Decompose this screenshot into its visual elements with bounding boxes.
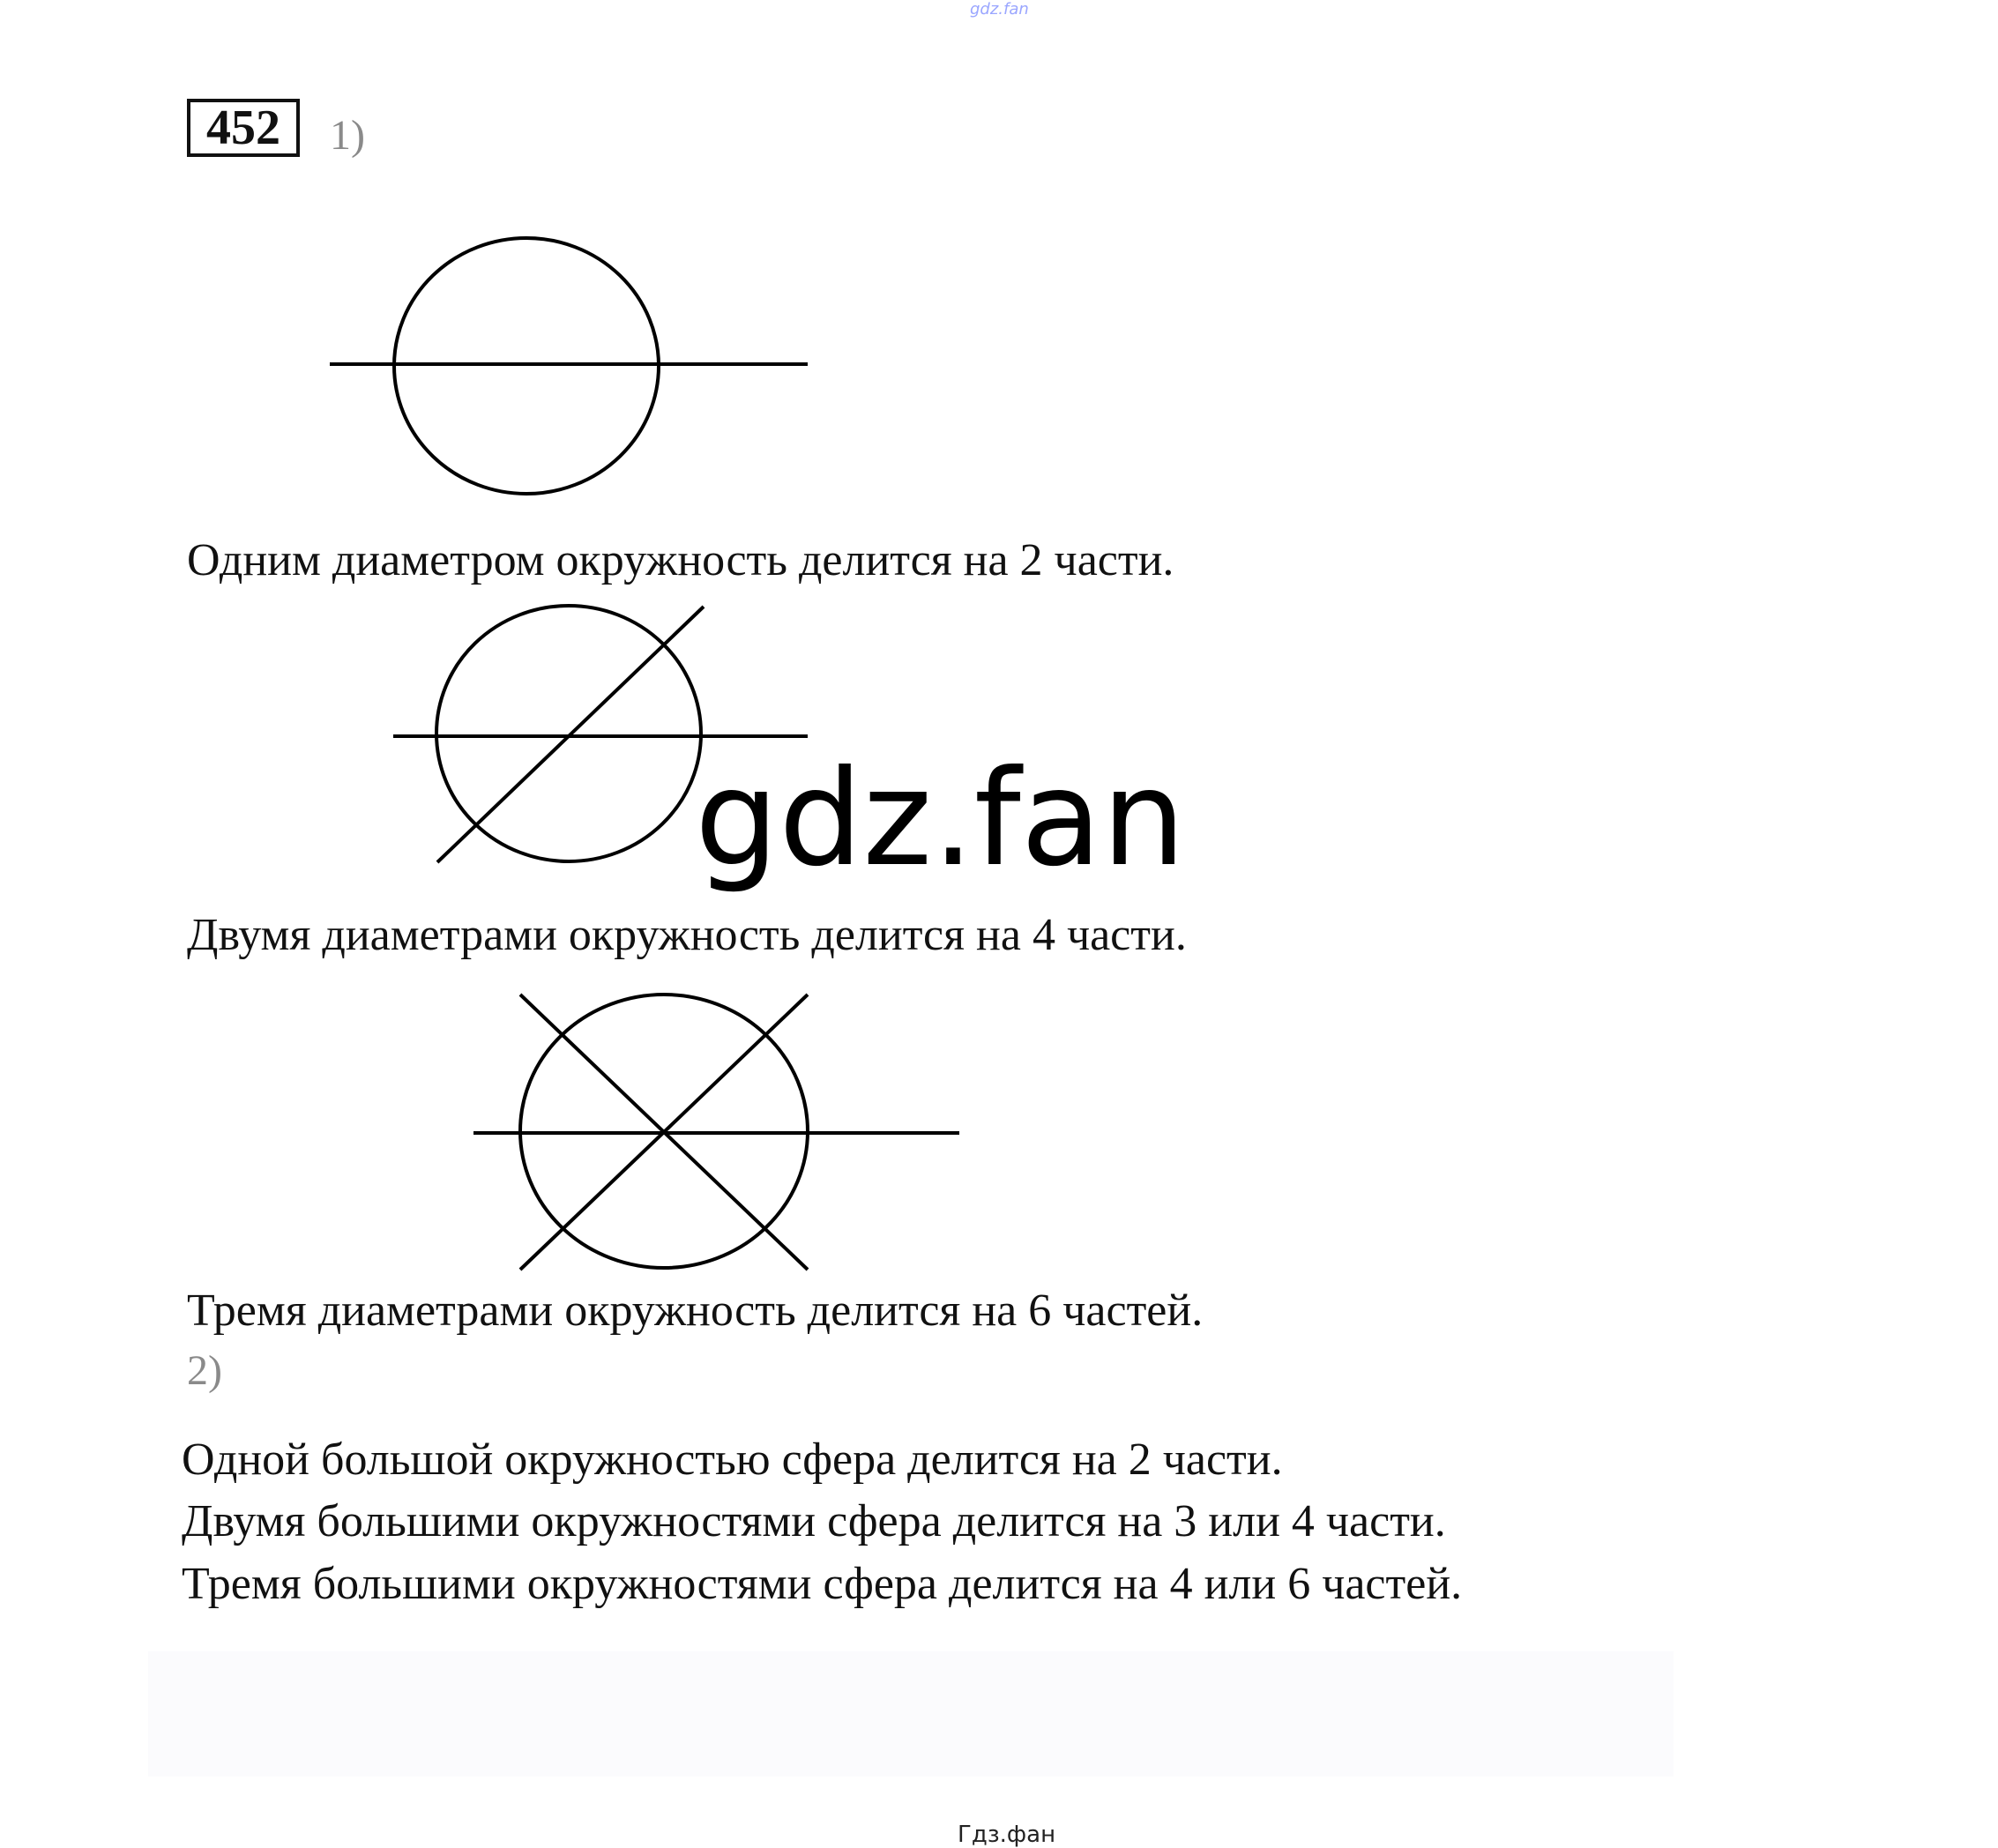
problem-number: 452 — [187, 99, 300, 157]
caption-three-diameters: Тремя диаметрами окружность делится на 6 частей. — [187, 1285, 1204, 1336]
caption-one-diameter: Одним диаметром окружность делится на 2 части. — [187, 535, 1174, 585]
part1-label: 1) — [330, 112, 365, 159]
center-watermark: gdz.fan — [695, 742, 1186, 896]
top-watermark: gdz.fan — [970, 0, 1029, 19]
part2-label: 2) — [187, 1347, 222, 1394]
caption-two-diameters: Двумя диаметрами окружность делится на 4 части. — [187, 910, 1187, 960]
figure-one-diameter — [330, 238, 808, 494]
sphere-line-3: Тремя большими окружностями сфера делится на 4 или 6 частей. — [182, 1559, 1463, 1609]
bottom-panel — [148, 1651, 1674, 1777]
footer-text: Гдз.фан — [958, 1822, 1056, 1848]
sphere-line-1: Одной большой окружностью сфера делится на 2 части. — [182, 1434, 1283, 1485]
figure-three-diameters — [473, 995, 959, 1270]
sphere-line-2: Двумя большими окружностями сфера делится на 3 или 4 части. — [182, 1496, 1446, 1546]
